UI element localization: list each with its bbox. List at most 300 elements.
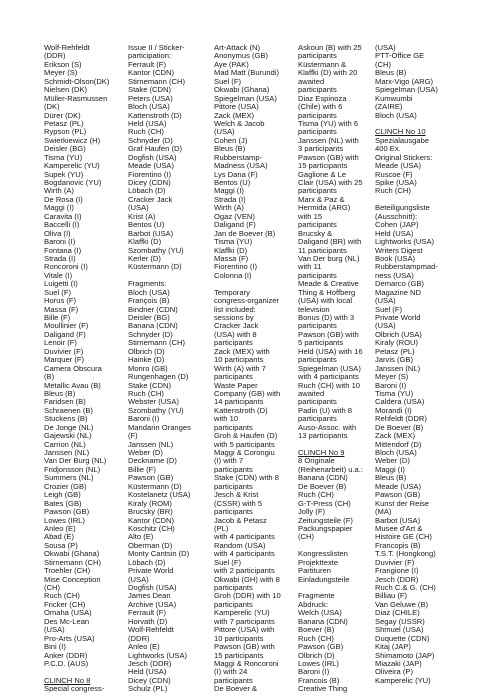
text-line: participants bbox=[214, 481, 253, 491]
text-line: Bleus (B) bbox=[375, 68, 407, 78]
text-line: participants bbox=[298, 186, 337, 196]
text-line: Küstermann (D) bbox=[128, 481, 182, 491]
text-line: Kamperelic (YU) bbox=[214, 608, 270, 618]
text-line: 15 participants bbox=[214, 650, 264, 660]
text-line: (DDR) bbox=[128, 633, 150, 643]
text-line: Tisma (YU) bbox=[44, 152, 83, 162]
text-line: Jesch & Krist bbox=[214, 490, 259, 500]
text-line: 13 participants bbox=[298, 431, 348, 441]
text-line: 5 participants bbox=[298, 338, 344, 348]
text-line: Fontana (I) bbox=[44, 245, 82, 255]
text-line: Fricker (CH) bbox=[44, 599, 86, 609]
text-line: Caldera (USA) bbox=[375, 397, 425, 407]
text-line: Miazaki (JAP) bbox=[375, 658, 422, 668]
text-line: Thing & Hoffberg bbox=[298, 287, 356, 297]
text-line: Vitale (I) bbox=[44, 270, 73, 280]
text-line: with 11 bbox=[298, 262, 322, 272]
text-line: Weber (D) bbox=[128, 448, 163, 457]
text-line: Kiraly (ROM) bbox=[128, 498, 172, 508]
section-heading: CLINCH No 10 bbox=[375, 127, 426, 137]
text-line: Pawson (GB) bbox=[375, 490, 421, 500]
text-line: De Jonge (NL) bbox=[44, 422, 94, 432]
text-line: Fragmente bbox=[298, 591, 335, 601]
text-line: Bonus (D) with 3 bbox=[298, 313, 355, 322]
text-line: Dürer (DK) bbox=[44, 110, 81, 120]
text-line: Cracker Jack bbox=[214, 321, 259, 331]
text-line: Banana (CDN) bbox=[298, 616, 348, 626]
text-line: Cohen (JAP) bbox=[375, 220, 419, 230]
text-line: Stake (CDN) bbox=[128, 85, 172, 95]
text-line: Creative Thing bbox=[298, 684, 348, 694]
text-line: Private World bbox=[128, 566, 174, 576]
text-line: De Rosa (I) bbox=[44, 194, 83, 204]
text-line: PTT-Office GE bbox=[375, 51, 425, 61]
text-line: participants bbox=[214, 507, 253, 517]
text-line: Bloch (USA) bbox=[128, 102, 170, 112]
text-line: Barbot (USA) bbox=[375, 515, 421, 525]
text-line: Meade & Creative bbox=[298, 279, 359, 289]
text-line: Anleo (E) bbox=[128, 642, 160, 652]
text-line: Schmidt-Olson(DK) bbox=[44, 76, 110, 86]
text-line: Okwabi (GH) with 8 bbox=[214, 574, 280, 584]
text-line: Krist (A) bbox=[128, 211, 156, 221]
text-line: Wolf-Rehfeldt bbox=[128, 625, 174, 635]
text-line: (PL) bbox=[214, 523, 229, 533]
text-line: Kattenstroth (D) bbox=[128, 110, 182, 120]
text-line: Pawson (GB) bbox=[44, 507, 90, 517]
text-line: Fiorentino (I) bbox=[128, 169, 172, 179]
text-line: Troehler (CH) bbox=[44, 566, 91, 576]
text-line: Archive (USA) bbox=[128, 599, 177, 609]
text-line: Boever (B) bbox=[298, 625, 335, 635]
text-line: Temporary bbox=[214, 287, 250, 297]
text-column-5 bbox=[375, 44, 438, 685]
text-line: Art-Attack (N) bbox=[214, 43, 260, 52]
text-line: Mittendorf (D) bbox=[375, 439, 422, 449]
text-line: Ogaz (VEN) bbox=[214, 211, 255, 221]
text-line: Segay (USSR) bbox=[375, 616, 425, 626]
text-line: Banana (CDN) bbox=[128, 321, 178, 331]
text-line: Maggi (I) bbox=[214, 186, 244, 196]
text-line: (USA) with 8 bbox=[214, 329, 257, 339]
text-line: Special congress- bbox=[44, 684, 105, 694]
text-line: (MA) bbox=[375, 507, 392, 517]
text-line: Ruch C.& G. (CH) bbox=[375, 583, 436, 592]
text-line: Bille (F) bbox=[44, 313, 71, 322]
text-line: Stake (CDN) bbox=[128, 380, 172, 390]
text-column-4 bbox=[298, 44, 363, 694]
text-line: Janssen (NL) bbox=[128, 439, 174, 449]
text-line: Auso-Assoc. with bbox=[298, 422, 357, 432]
text-line: Crozier (GB) bbox=[44, 481, 87, 491]
text-line: Kumwumbi bbox=[375, 93, 413, 103]
text-line: Meade (USA) bbox=[375, 161, 422, 171]
text-line: with 4 participants bbox=[214, 532, 275, 542]
text-line: 10 participants bbox=[214, 633, 264, 643]
text-line: James Dean bbox=[128, 591, 171, 601]
text-line: Marquer (F) bbox=[44, 355, 85, 365]
text-line: Okwabi (Ghana) bbox=[214, 85, 270, 95]
text-line: Fridjonsson (NL) bbox=[44, 464, 101, 474]
text-line: Hermida (ARG) bbox=[298, 203, 351, 213]
text-line: participants bbox=[298, 110, 337, 120]
text-line: Olbrich (D) bbox=[298, 650, 335, 660]
text-line: with 5 participants bbox=[214, 439, 275, 449]
text-line: Mad Matt (Burundi) bbox=[214, 68, 279, 78]
text-line: Faridsen (B) bbox=[44, 397, 86, 407]
text-line: Pawson (GB) with bbox=[298, 152, 359, 162]
text-line: Francois (B) bbox=[298, 675, 340, 685]
text-line: Baroni (I) bbox=[44, 237, 76, 247]
text-line: Stirnemann (CH) bbox=[128, 338, 185, 348]
text-line: Shimamoto (JAP) bbox=[375, 650, 435, 660]
text-line: Einladungsteile bbox=[298, 574, 350, 584]
text-line: participants bbox=[298, 321, 337, 331]
text-line: Okwabi (Ghana) bbox=[44, 549, 100, 559]
text-line: Jan de Boever (B) bbox=[214, 228, 276, 238]
text-line: Bini (I) bbox=[44, 642, 66, 652]
text-line: (CSSR) with 5 bbox=[214, 498, 263, 508]
text-line: Fiorentino (I) bbox=[214, 262, 258, 272]
text-line: Szombathy (YU) bbox=[128, 245, 184, 255]
text-line: Metallic Avau (B) bbox=[44, 380, 101, 390]
text-line: Meade (USA) bbox=[128, 161, 175, 171]
text-line: Pittore (USA) with bbox=[214, 625, 275, 635]
text-line: participants bbox=[298, 355, 337, 365]
text-line: Löbach (D) bbox=[128, 557, 166, 567]
text-line: Suel (F) bbox=[375, 304, 403, 314]
text-line: Waste Paper bbox=[214, 380, 258, 390]
text-line: De Boever (B) bbox=[298, 481, 347, 491]
text-line: awaited bbox=[298, 388, 325, 398]
text-line: Pawson (GB) with bbox=[214, 642, 275, 652]
text-line: Camera Obscura bbox=[44, 363, 102, 373]
text-line: Held (USA) with 16 bbox=[298, 346, 363, 356]
text-line: Monty Cantsin (D) bbox=[128, 549, 190, 559]
text-line: participants bbox=[214, 464, 253, 474]
text-line: Billiau (F) bbox=[375, 591, 408, 601]
text-line: Kamperelic (YU) bbox=[44, 161, 100, 171]
text-line: Bloch (USA) bbox=[128, 287, 170, 297]
text-line: Francopis (B) bbox=[375, 540, 421, 550]
text-line: Kitaj (JAP) bbox=[375, 642, 411, 652]
text-line: Bleus (B) bbox=[375, 473, 407, 483]
text-line: Jesch (DDR) bbox=[375, 574, 419, 584]
text-line: (ZAIRE) bbox=[375, 102, 403, 112]
text-line: Stake (CDN) with 8 bbox=[214, 473, 279, 483]
text-line: Spiegelman (USA) bbox=[214, 93, 277, 103]
text-line: Bates (GB) bbox=[44, 498, 82, 508]
text-line: Stirnemann (CH) bbox=[128, 76, 185, 86]
text-line: Diaz (CHILE) bbox=[375, 608, 420, 618]
text-line: Jarvis (GB) bbox=[375, 355, 413, 365]
text-line: Horus (F) bbox=[44, 296, 77, 306]
text-line: Zeitungsteile (F) bbox=[298, 515, 353, 525]
text-line: Company (GB) with bbox=[214, 388, 281, 398]
text-line: awaited bbox=[298, 76, 325, 86]
text-line: 10 participants bbox=[214, 355, 264, 365]
text-line: 400 Ex. bbox=[375, 144, 401, 154]
text-line: Padin (U) with 8 bbox=[298, 405, 353, 415]
text-line: Brucsky & bbox=[298, 228, 333, 238]
text-line: Ferrault (F) bbox=[128, 59, 166, 69]
text-line: Graf Haufen (D) bbox=[128, 144, 183, 154]
text-line: with 2 participants bbox=[214, 566, 275, 576]
text-line: Pawson (GB) bbox=[298, 642, 344, 652]
text-line: Klaffki (D) bbox=[214, 245, 248, 255]
text-line: with 15 bbox=[298, 211, 323, 221]
text-line: Anleo (E) bbox=[44, 523, 76, 533]
text-line: (USA) with local bbox=[298, 296, 353, 306]
text-line: Duquette (CDN) bbox=[375, 633, 430, 643]
text-line: Schraenen (B) bbox=[44, 405, 93, 415]
text-line: Kantor (CDN) bbox=[128, 68, 174, 78]
text-line: Abad (E) bbox=[44, 532, 74, 542]
text-line: 14 participants bbox=[214, 397, 264, 407]
text-line: congress-organizer bbox=[214, 296, 279, 306]
text-line: François (B) bbox=[128, 296, 170, 306]
text-line: 15 participants bbox=[298, 161, 348, 171]
text-line: Partituren bbox=[298, 566, 331, 576]
text-line: Daligand (F) bbox=[214, 220, 256, 230]
text-line: with 4 participants bbox=[214, 549, 275, 559]
text-line: Billie (F) bbox=[128, 464, 156, 474]
text-line: Ferrault (F) bbox=[128, 608, 166, 618]
text-line: participants bbox=[298, 85, 337, 95]
text-line: Gajewski (NL) bbox=[44, 431, 92, 441]
text-line: Welch (USA) bbox=[298, 608, 342, 618]
text-line: Daligand (BR) with bbox=[298, 237, 362, 247]
text-line: Dicey (CDN) bbox=[128, 178, 171, 187]
text-line: Madness (USA) bbox=[214, 161, 268, 171]
text-line: Weber (D) bbox=[375, 456, 410, 466]
text-line: Askoun (B) with 25 bbox=[298, 43, 362, 52]
text-line: Anker (DDR) bbox=[44, 650, 88, 660]
text-line: participants bbox=[214, 372, 253, 382]
text-line: Lys Dana (F) bbox=[214, 169, 258, 179]
text-line: participants bbox=[298, 270, 337, 280]
text-line: Deisler (BG) bbox=[128, 313, 170, 322]
text-line: (Reihenarbeit) u.a.: bbox=[298, 464, 364, 474]
text-line: Klaffki (D) bbox=[128, 237, 162, 247]
text-line: Dogfish (USA) bbox=[128, 152, 177, 162]
text-line: Morandi (I) bbox=[375, 405, 412, 415]
text-line: Wolf-Rehfeldt bbox=[44, 43, 90, 52]
text-line: Schnyder (D) bbox=[128, 329, 173, 339]
text-line: Küstermann & bbox=[298, 59, 347, 69]
text-column-3 bbox=[214, 44, 281, 694]
text-line: participants bbox=[214, 422, 253, 432]
text-line: participants bbox=[298, 414, 337, 424]
text-line: participants bbox=[214, 338, 253, 348]
text-line: Lightworks (USA) bbox=[128, 650, 188, 660]
text-line: Fragments: bbox=[128, 279, 167, 289]
text-line: Wirth (A) bbox=[214, 203, 244, 213]
text-line: Zack (MEX) with bbox=[214, 346, 270, 356]
text-line: (CH) bbox=[298, 532, 315, 542]
text-line: Suel (F) bbox=[44, 287, 72, 297]
text-line: Ruch (CH) bbox=[298, 633, 334, 643]
text-line: Shmuel (USA) bbox=[375, 625, 424, 635]
text-line: Küstermann (D) bbox=[128, 262, 182, 272]
text-line: Meyer (S) bbox=[375, 372, 409, 382]
text-line: Anonymus (GB) bbox=[214, 51, 269, 61]
text-line: Supek (YU) bbox=[44, 169, 84, 179]
text-line: Frangione (I) bbox=[375, 566, 419, 576]
text-line: Maggi (I) bbox=[375, 464, 405, 474]
text-line: participants bbox=[214, 675, 253, 685]
text-column-2 bbox=[128, 44, 191, 694]
text-line: Massa (F) bbox=[44, 304, 79, 314]
text-line: P.C.D. (AUS) bbox=[44, 658, 89, 668]
text-line: list included: bbox=[214, 304, 256, 314]
text-line: De Boever (B) bbox=[375, 422, 424, 432]
text-line: G-T-Press (CH) bbox=[298, 498, 351, 508]
text-line: Bentos (U) bbox=[128, 220, 165, 230]
text-line: Demarco (GB) bbox=[375, 279, 424, 289]
text-line: Spiegelman (USA) bbox=[375, 85, 438, 95]
text-line: Kamperelic (YU) bbox=[375, 675, 431, 685]
text-line: (USA) bbox=[214, 127, 235, 137]
text-line: Van Der Burg (NL) bbox=[44, 456, 107, 466]
text-line: Szombathy (YU) bbox=[128, 405, 184, 415]
text-line: Abdruck: bbox=[298, 599, 328, 609]
text-line: Meyer (S) bbox=[44, 68, 78, 78]
text-line: Held (USA) bbox=[375, 228, 414, 238]
text-line: Nielsen (DK) bbox=[44, 85, 88, 95]
text-line: Colonna (I) bbox=[214, 270, 252, 280]
text-line: Maggi (I) bbox=[44, 203, 74, 213]
text-line: television bbox=[298, 304, 330, 314]
text-line: Horvath (D) bbox=[128, 616, 168, 626]
text-line: (I) with 24 bbox=[214, 667, 248, 677]
text-line: Ruch (CH) with 10 bbox=[298, 380, 361, 390]
text-line: De Boever & bbox=[214, 684, 258, 694]
text-line: Kiraly (ROU) bbox=[375, 338, 419, 348]
text-line: Tisma (YU) bbox=[214, 237, 253, 247]
text-line: Jesch (DDR) bbox=[128, 658, 172, 668]
text-line: Cohen (J) bbox=[214, 135, 248, 145]
text-column-1 bbox=[44, 44, 109, 694]
text-line: Summers (NL) bbox=[44, 473, 94, 483]
text-line: Marx & Paz & bbox=[298, 194, 345, 204]
text-line: 11 participants bbox=[298, 245, 347, 255]
text-line: (CH) bbox=[44, 583, 61, 592]
text-line: Deckname (D) bbox=[128, 456, 177, 466]
text-line: Magazine ND bbox=[375, 287, 422, 297]
text-line: (USA) bbox=[128, 203, 149, 213]
text-line: Rubberstampmad- bbox=[375, 262, 438, 272]
text-line: Musee d'Art & bbox=[375, 523, 423, 533]
text-line: Baroni (I) bbox=[375, 380, 407, 390]
text-line: Petasz (PL) bbox=[375, 346, 415, 356]
text-line: Janssen (NL) bbox=[44, 448, 90, 457]
text-line: Bleus (B) bbox=[44, 388, 76, 398]
text-line: Ruch (CH) bbox=[44, 591, 80, 601]
text-line: Sousa (P) bbox=[44, 540, 78, 550]
text-line: Klaffki (D) with 20 bbox=[298, 68, 358, 78]
text-line: participants bbox=[214, 583, 253, 592]
text-line: Stirnemann (CH) bbox=[44, 557, 101, 567]
text-line: Issue II / Sticker- bbox=[128, 43, 185, 52]
text-line: (Ausschnitt): bbox=[375, 211, 418, 221]
text-line: Löbach (D) bbox=[128, 186, 166, 196]
text-line: Book (USA) bbox=[375, 253, 416, 263]
text-line: Oberman (D) bbox=[128, 540, 173, 550]
text-line: Webster (USA) bbox=[128, 397, 179, 407]
text-line: Maggi & Roncoroni bbox=[214, 658, 279, 668]
text-line: Groh (DDR) with 10 bbox=[214, 591, 281, 601]
text-line: Deisler (BG) bbox=[44, 144, 86, 154]
text-line: Petasz (PL) bbox=[44, 118, 84, 128]
text-line: Rypson (PL) bbox=[44, 127, 87, 137]
text-line: Brucsky (BR) bbox=[128, 507, 173, 517]
text-line: Daligand (F) bbox=[44, 329, 86, 339]
text-line: Bleus (B) bbox=[214, 144, 246, 154]
text-line: Ruch (CH) bbox=[128, 127, 164, 137]
text-line: Barbot (USA) bbox=[128, 228, 174, 238]
text-line: T.S.T. (Hongkong) bbox=[375, 549, 436, 559]
text-line: (USA) bbox=[128, 574, 149, 584]
text-line: Suel (F) bbox=[214, 557, 242, 567]
text-line: Clair (USA) with 25 bbox=[298, 178, 363, 187]
text-line: Massa (F) bbox=[214, 253, 249, 263]
text-line: Bindner (CDN) bbox=[128, 304, 178, 314]
text-line: Ruch (CH) bbox=[298, 490, 334, 500]
text-line: Van Geluwe (B) bbox=[375, 599, 429, 609]
text-line: Schnyder (D) bbox=[128, 135, 173, 145]
text-line: Bogdanovic (YU) bbox=[44, 178, 102, 187]
text-line: Spiegelman (USA) bbox=[298, 363, 361, 373]
text-line: Bloch (USA) bbox=[375, 110, 417, 120]
text-line: Ruch (CH) bbox=[128, 388, 164, 398]
text-line: with 7 participants bbox=[214, 616, 275, 626]
text-line: with 4 participants bbox=[298, 372, 359, 382]
text-line: Diaz Espinoza bbox=[298, 93, 347, 103]
text-line: Gaglione & Le bbox=[298, 169, 347, 179]
text-line: Histoire GE (CH) bbox=[375, 532, 432, 542]
text-line: Wirth (A) with 7 bbox=[214, 363, 266, 373]
text-line: Kongresslisten bbox=[298, 549, 348, 559]
text-line: (USA) bbox=[44, 625, 65, 635]
text-line: Maggi & Corongiu bbox=[214, 448, 275, 457]
text-line: Pawson (GB) bbox=[128, 473, 174, 483]
text-line: Olbrich (D) bbox=[128, 346, 165, 356]
text-line: 3 participants bbox=[298, 144, 344, 154]
text-line: Baccelli (I) bbox=[44, 220, 80, 230]
text-line: Alto (E) bbox=[128, 532, 154, 542]
text-line: Dogfish (USA) bbox=[128, 583, 177, 592]
text-line: 8 Originale bbox=[298, 456, 335, 466]
text-line: Schulz (PL) bbox=[128, 684, 168, 694]
text-line: Van Der burg (NL) bbox=[298, 253, 360, 263]
text-line: Zack (MEX) bbox=[375, 431, 416, 441]
text-line: Pawson (GB) with bbox=[298, 329, 359, 339]
text-line: (F) bbox=[128, 431, 138, 441]
text-line: Koschitz (CH) bbox=[128, 523, 175, 533]
text-line: Rehfeldt (DDR) bbox=[375, 414, 427, 424]
text-line: Kostelanetz (USA) bbox=[128, 490, 191, 500]
text-line: Oliveira (P) bbox=[375, 667, 413, 677]
text-line: Suel (F) bbox=[214, 76, 242, 86]
text-line: Packungspapier bbox=[298, 523, 353, 533]
text-line: Strada (I) bbox=[44, 253, 76, 263]
text-line: Mandarin Oranges bbox=[128, 422, 191, 432]
text-line: with 10 bbox=[214, 414, 239, 424]
text-line: participants bbox=[298, 127, 337, 137]
text-line: participants bbox=[298, 51, 337, 61]
text-line: Spike (USA) bbox=[375, 178, 417, 187]
